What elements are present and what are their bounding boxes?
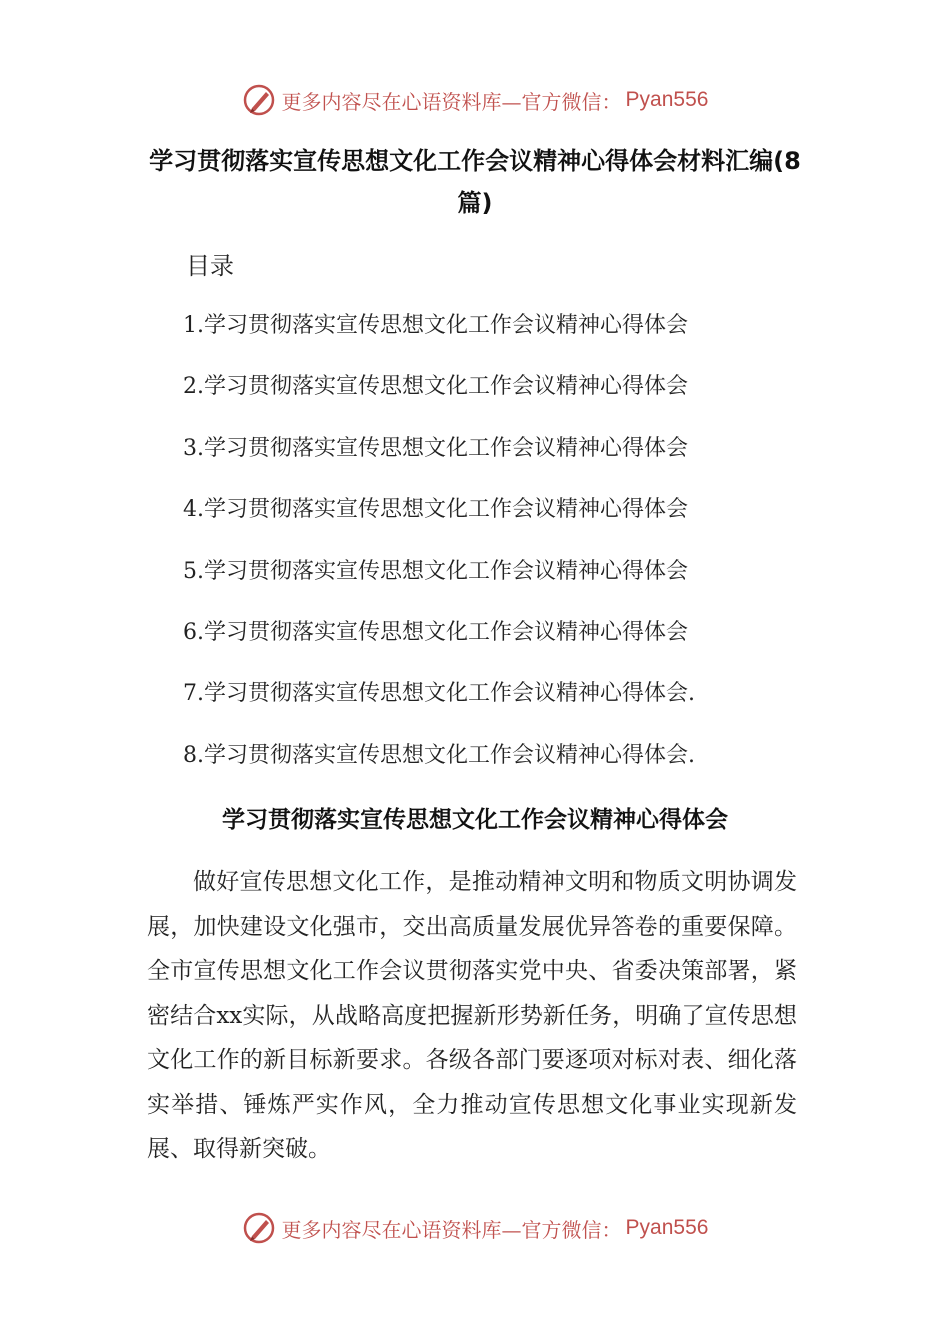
toc-item: 3.学习贯彻落实宣传思想文化工作会议精神心得体会 (183, 435, 688, 461)
document-title: 学习贯彻落实宣传思想文化工作会议精神心得体会材料汇编(8篇) (149, 147, 801, 217)
pen-logo-icon (242, 83, 276, 117)
toc-heading: 目录 (186, 252, 234, 280)
footer-banner (0, 1208, 950, 1248)
body-paragraph: 做好宣传思想文化工作，是推动精神文明和物质文明协调发展，加快建设文化强市，交出高质量发展优异答卷的重要保障。全市宣传思想文化工作会议贯彻落实党中央、省委决策部署，紧密结合xx实际，从战略高度把握新形势新任务，明确了宣传思想文化工作的新目标新要求。各级各部门要逐项对标对表、细化落实举措、锤炼严实作风，全力推动宣传思想文化事业实现新发展、取得新突破。 (147, 869, 797, 1162)
toc-item: 4.学习贯彻落实宣传思想文化工作会议精神心得体会 (183, 497, 688, 523)
toc-item: 2.学习贯彻落实宣传思想文化工作会议精神心得体会 (183, 374, 688, 400)
toc-item: 7.学习贯彻落实宣传思想文化工作会议精神心得体会. (183, 681, 695, 707)
pen-logo-icon (242, 1211, 276, 1245)
section-heading: 学习贯彻落实宣传思想文化工作会议精神心得体会 (222, 807, 728, 833)
toc-item: 6.学习贯彻落实宣传思想文化工作会议精神心得体会 (183, 619, 688, 645)
banner-text: 更多内容尽在心语资料库—官方微信： (281, 1217, 622, 1242)
banner-text: 更多内容尽在心语资料库—官方微信： (281, 89, 622, 114)
toc-item: 5.学习贯彻落实宣传思想文化工作会议精神心得体会 (183, 558, 688, 584)
banner-wechat-id: Pyan556 (625, 88, 709, 111)
banner-wechat-id: Pyan556 (625, 1216, 709, 1239)
header-banner (0, 80, 950, 120)
toc-item: 1.学习贯彻落实宣传思想文化工作会议精神心得体会 (183, 313, 688, 338)
toc-item: 8.学习贯彻落实宣传思想文化工作会议精神心得体会. (183, 742, 695, 768)
table-of-contents (183, 308, 695, 799)
